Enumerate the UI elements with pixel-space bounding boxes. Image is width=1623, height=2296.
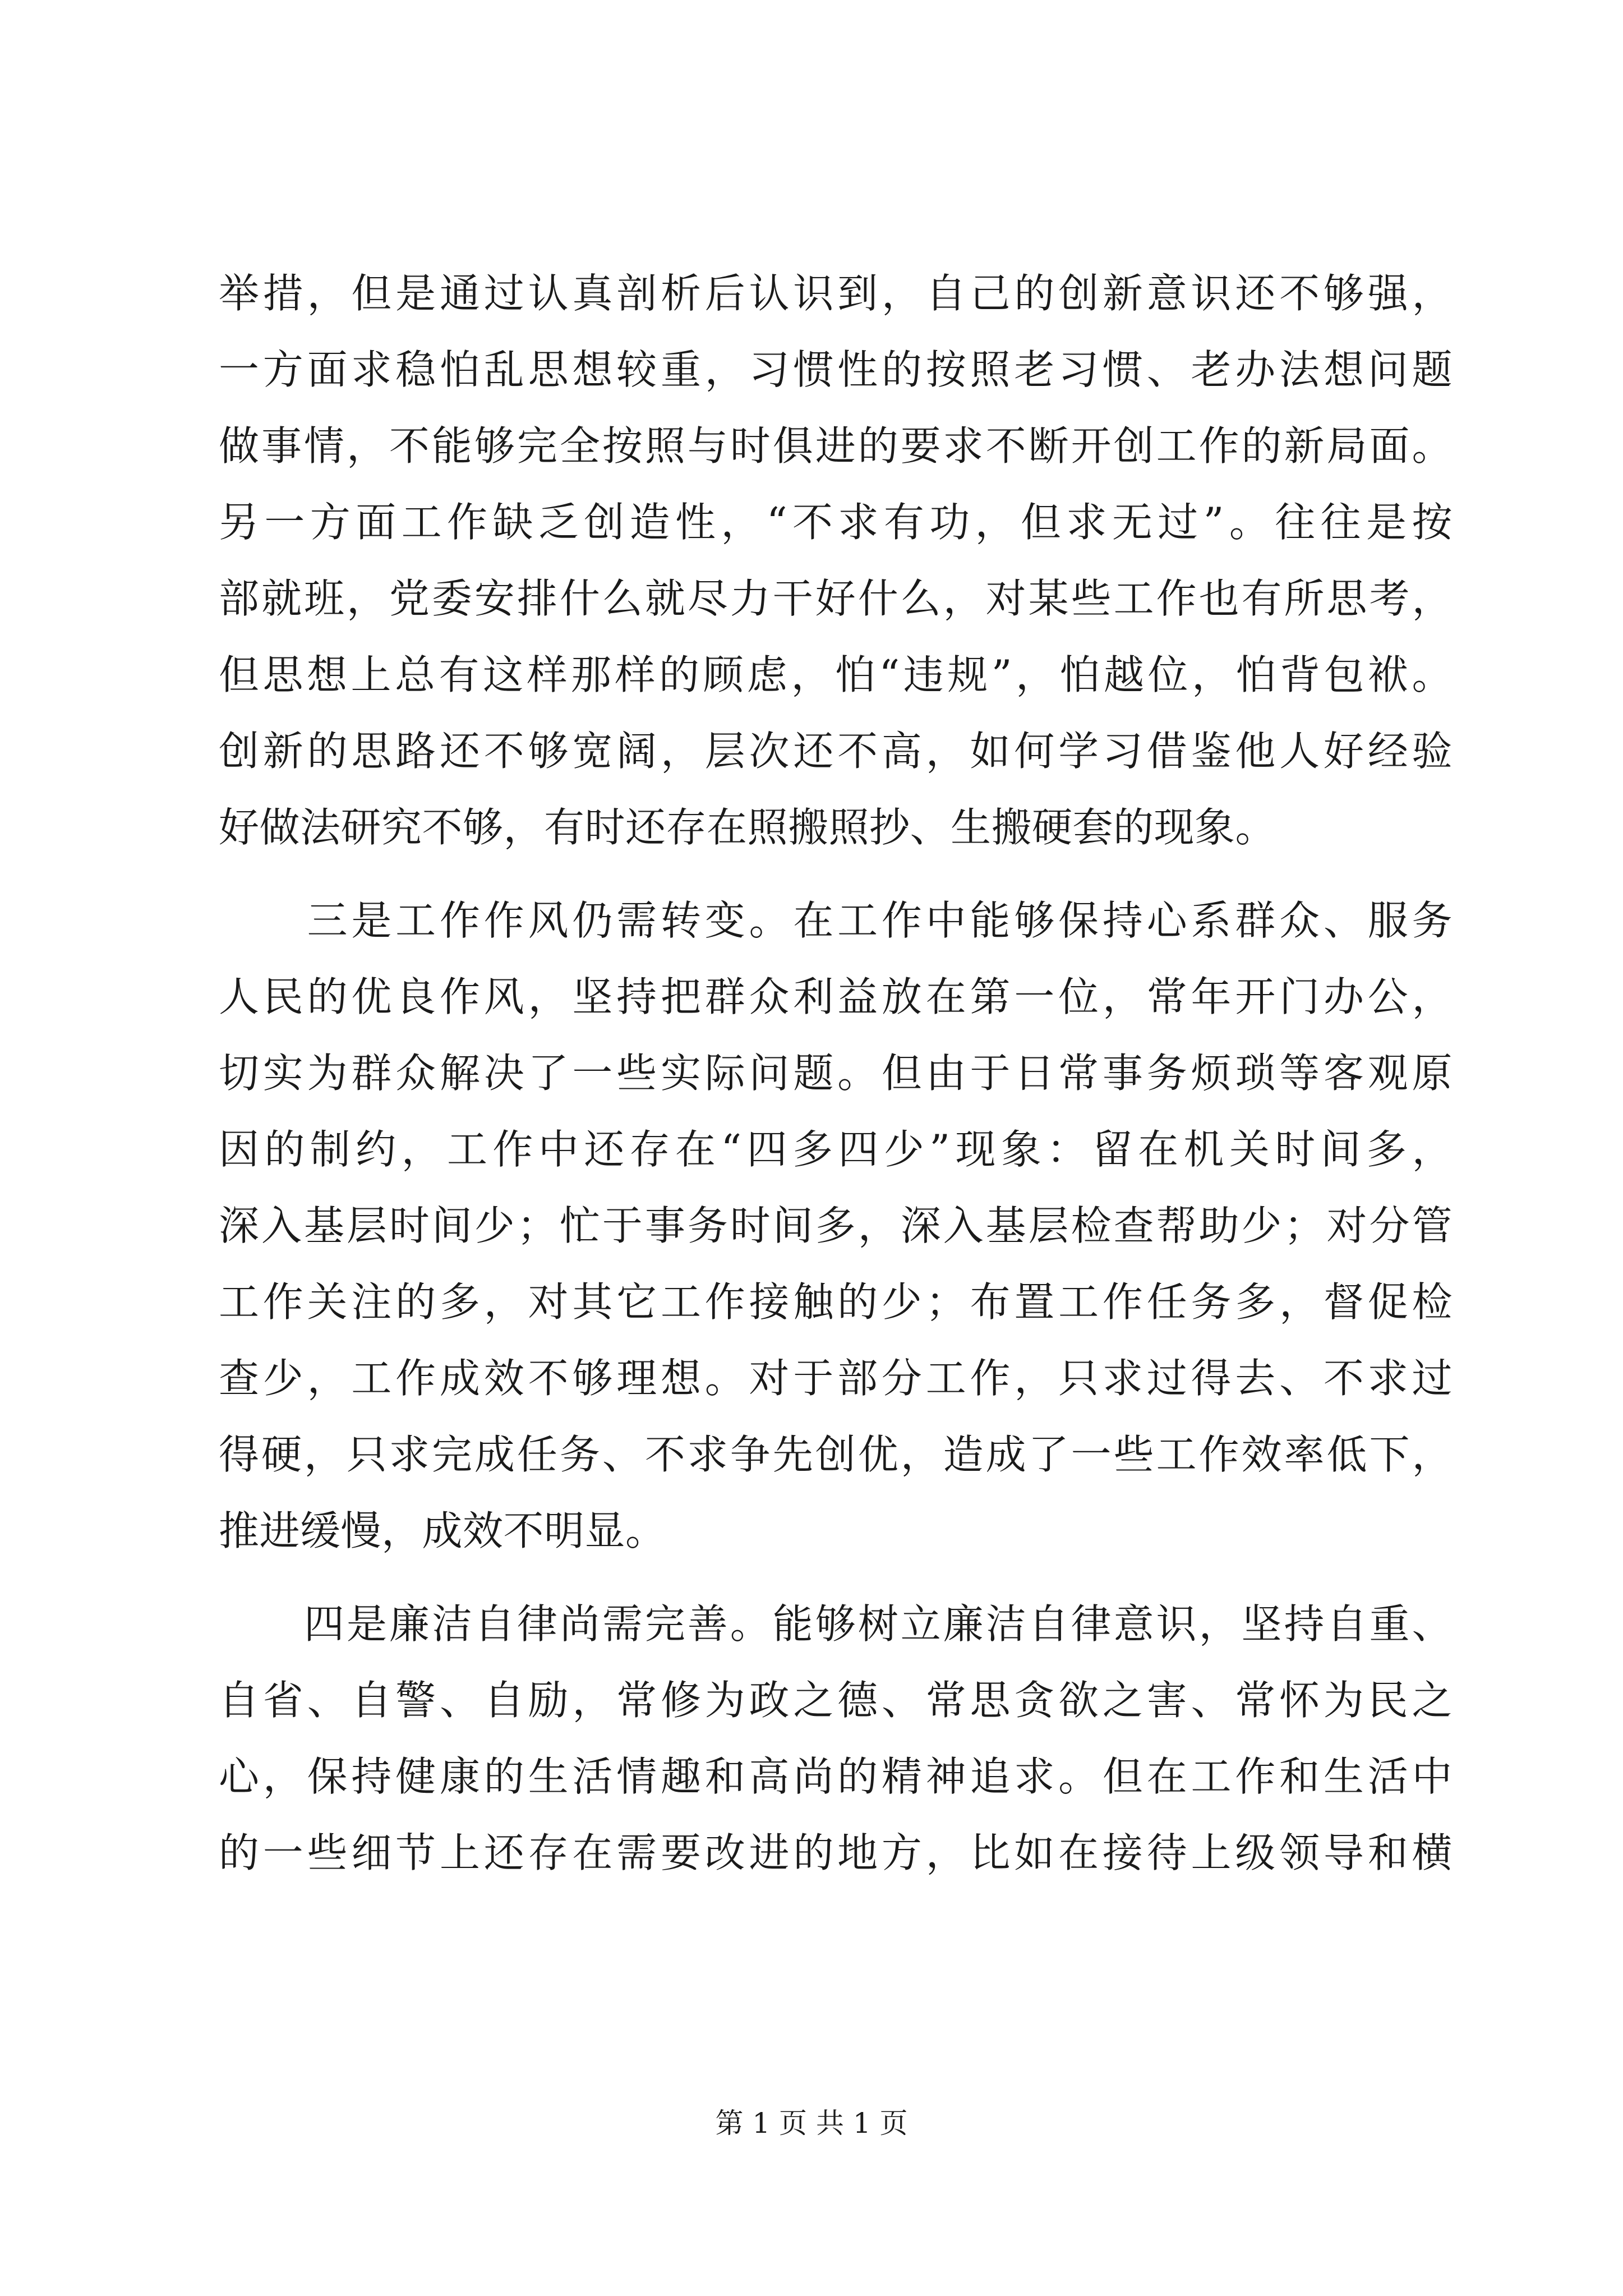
page-number-label: 第 1 页 共 1 页	[715, 2107, 908, 2139]
text-line: 但思想上总有这样那样的顾虑，怕“违规”，怕越位，怕背包袱。	[219, 651, 1453, 698]
document-body	[219, 255, 1453, 1891]
text-line: 人民的优良作风，坚持把群众利益放在第一位，常年开门办公，	[219, 973, 1453, 1020]
text-line: 心，保持健康的生活情趣和高尚的精神追求。但在工作和生活中	[219, 1753, 1453, 1800]
text-line: 做事情，不能够完全按照与时俱进的要求不断开创工作的新局面。	[219, 422, 1453, 470]
paragraph	[219, 1586, 1453, 1891]
text-line: 创新的思路还不够宽阔，层次还不高，如何学习借鉴他人好经验	[219, 728, 1453, 775]
text-line: 举措，但是通过认真剖析后认识到，自己的创新意识还不够强，	[219, 270, 1453, 317]
text-line: 四是廉洁自律尚需完善。能够树立廉洁自律意识，坚持自重、	[219, 1600, 1453, 1648]
text-line: 得硬，只求完成任务、不求争先创优，造成了一些工作效率低下，	[219, 1431, 1453, 1478]
paragraph	[219, 255, 1453, 866]
text-line: 三是工作作风仍需转变。在工作中能够保持心系群众、服务	[219, 897, 1453, 944]
page-footer	[0, 2101, 1623, 2141]
text-line: 另一方面工作缺乏创造性，“不求有功，但求无过”。往往是按	[219, 499, 1453, 546]
text-line: 查少，工作成效不够理想。对于部分工作，只求过得去、不求过	[219, 1355, 1453, 1402]
text-line: 一方面求稳怕乱思想较重，习惯性的按照老习惯、老办法想问题	[219, 346, 1453, 393]
text-line: 推进缓慢，成效不明显。	[219, 1507, 666, 1554]
text-line: 的一些细节上还存在需要改进的地方，比如在接待上级领导和横	[219, 1829, 1453, 1876]
paragraph	[219, 882, 1453, 1569]
text-line: 工作关注的多，对其它工作接触的少；布置工作任务多，督促检	[219, 1278, 1453, 1326]
text-line: 自省、自警、自励，常修为政之德、常思贪欲之害、常怀为民之	[219, 1677, 1453, 1724]
text-line: 部就班，党委安排什么就尽力干好什么，对某些工作也有所思考，	[219, 575, 1453, 622]
text-line: 切实为群众解决了一些实际问题。但由于日常事务烦琐等客观原	[219, 1050, 1453, 1097]
text-line: 好做法研究不够，有时还存在照搬照抄、生搬硬套的现象。	[219, 804, 1276, 851]
text-line: 深入基层时间少；忙于事务时间多，深入基层检查帮助少；对分管	[219, 1202, 1453, 1249]
text-line: 因的制约，工作中还存在“四多四少”现象：留在机关时间多，	[219, 1126, 1453, 1173]
